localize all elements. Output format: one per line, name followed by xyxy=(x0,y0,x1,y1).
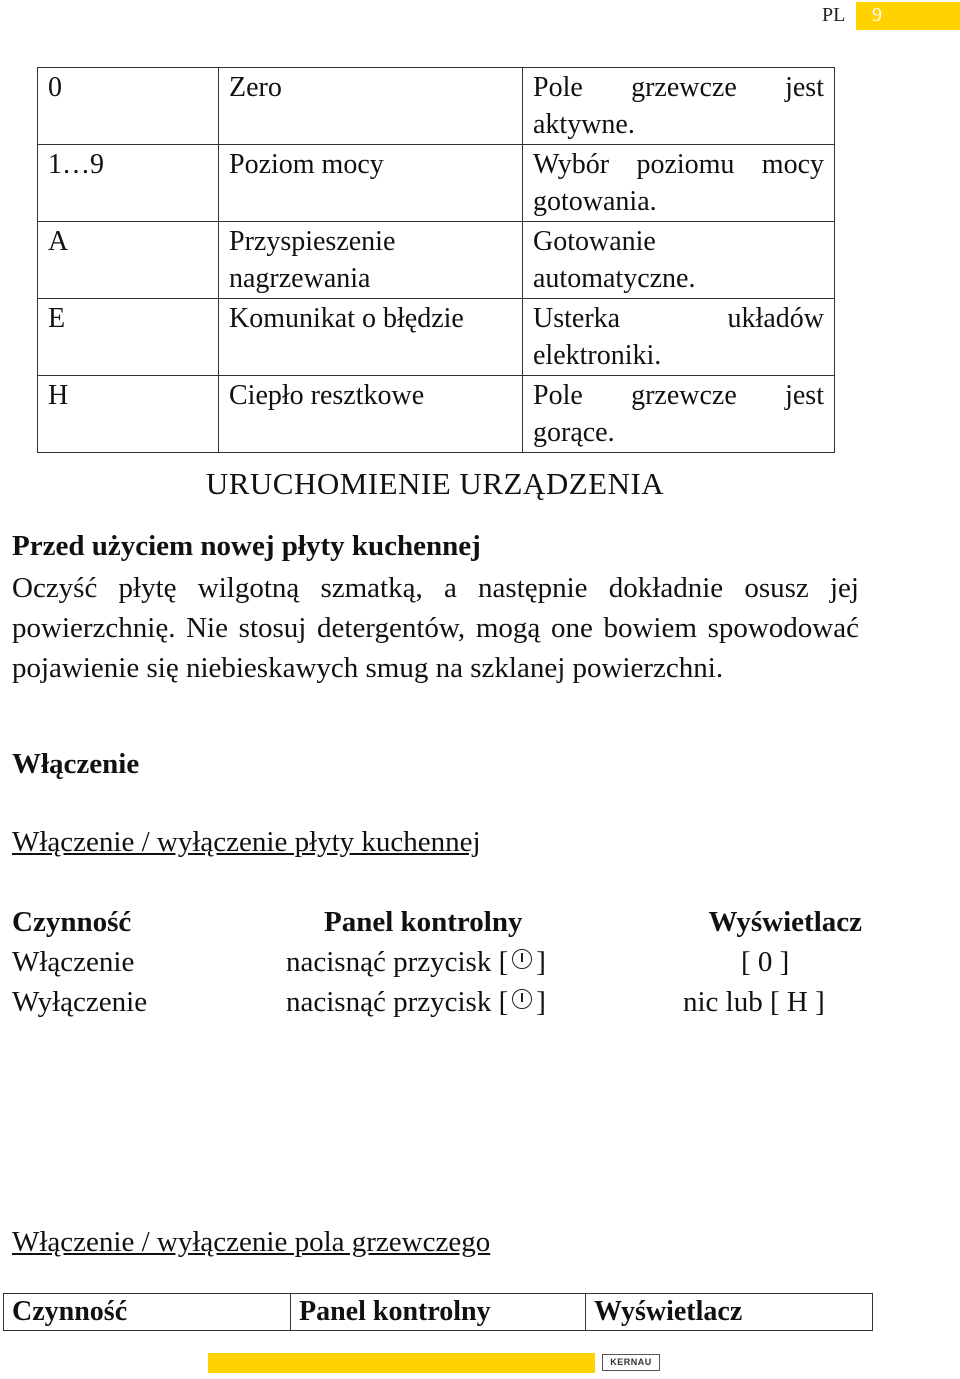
panel-instruction xyxy=(286,982,546,1022)
status-description xyxy=(523,376,835,453)
status-row xyxy=(38,299,835,376)
status-row xyxy=(38,376,835,453)
status-description xyxy=(523,145,835,222)
zone-switch-header-row xyxy=(4,1294,873,1331)
brand-logo: KERNAU xyxy=(602,1354,660,1371)
hob-switch-row-off xyxy=(12,982,862,1022)
display-value: nic lub [ H ] xyxy=(683,986,825,1018)
status-description xyxy=(523,299,835,376)
power-icon xyxy=(512,989,532,1009)
status-code: 0 xyxy=(38,68,219,145)
hob-switch-table xyxy=(12,902,862,1022)
description-line: elektroniki. xyxy=(533,340,662,371)
column-panel: Panel kontrolny xyxy=(324,906,523,938)
status-code: 1…9 xyxy=(38,145,219,222)
panel-instruction xyxy=(286,942,546,982)
before-use-heading: Przed użyciem nowej płyty kuchennej xyxy=(12,530,481,562)
status-row xyxy=(38,68,835,145)
description-line: Gotowanie xyxy=(533,226,656,257)
column-panel: Panel kontrolny xyxy=(291,1294,586,1331)
action-label: Wyłączenie xyxy=(12,986,148,1018)
column-display: Wyświetlacz xyxy=(586,1294,873,1331)
hob-switch-subheading: Włączenie / wyłączenie płyty kuchennej xyxy=(12,826,481,858)
description-line: Pole grzewcze jest xyxy=(533,72,824,103)
description-line: gorące. xyxy=(533,417,615,448)
status-name: Ciepło resztkowe xyxy=(219,376,523,453)
description-line: Pole grzewcze jest xyxy=(533,380,824,411)
status-description xyxy=(523,68,835,145)
display-status-table xyxy=(37,67,835,453)
header-lang: PL xyxy=(822,4,846,26)
column-display: Wyświetlacz xyxy=(708,906,862,938)
column-action: Czynność xyxy=(12,906,132,938)
panel-text-close: ] xyxy=(536,946,546,978)
status-code: E xyxy=(38,299,219,376)
zone-switch-subheading: Włączenie / wyłączenie pola grzewczego xyxy=(12,1226,491,1258)
status-name: Przyspieszenie nagrzewania xyxy=(219,222,523,299)
page-number-badge: 9 xyxy=(856,2,960,30)
hob-switch-header-row xyxy=(12,902,862,942)
footer-accent-bar xyxy=(208,1353,595,1373)
section-title: URUCHOMIENIE URZĄDZENIA xyxy=(205,466,665,501)
before-use-paragraph: Oczyść płytę wilgotną szmatką, a następnie dokładnie osusz jej powierzchnię. Nie stosuj detergentów, mogą one bowiem spowodować pojawienie się niebieskawych smug na szklanej powierzchni. xyxy=(12,572,859,684)
hob-switch-row-on xyxy=(12,942,862,982)
switching-heading: Włączenie xyxy=(12,748,140,780)
status-code: H xyxy=(38,376,219,453)
status-name: Komunikat o błędzie xyxy=(219,299,523,376)
status-row xyxy=(38,222,835,299)
description-line: automatyczne. xyxy=(533,263,696,294)
panel-text-close: ] xyxy=(536,986,546,1018)
status-code: A xyxy=(38,222,219,299)
panel-text: nacisnąć przycisk [ xyxy=(286,946,509,978)
description-line: gotowania. xyxy=(533,186,657,217)
status-name: Zero xyxy=(219,68,523,145)
display-value: [ 0 ] xyxy=(741,946,790,978)
status-description xyxy=(523,222,835,299)
power-icon xyxy=(512,949,532,969)
zone-switch-table xyxy=(3,1293,873,1331)
description-line: Wybór poziomu mocy xyxy=(533,149,824,180)
action-label: Włączenie xyxy=(12,946,135,978)
description-line: Usterka układów xyxy=(533,303,824,334)
status-row xyxy=(38,145,835,222)
column-action: Czynność xyxy=(4,1294,291,1331)
status-name: Poziom mocy xyxy=(219,145,523,222)
description-line: aktywne. xyxy=(533,109,635,140)
panel-text: nacisnąć przycisk [ xyxy=(286,986,509,1018)
